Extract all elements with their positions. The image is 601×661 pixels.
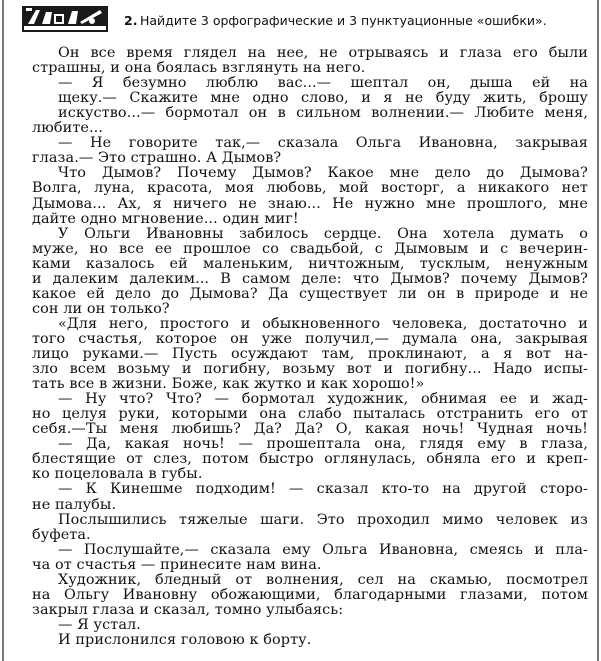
text-line: но целуя руки, которыми она слабо пыталась отстранить его от bbox=[32, 406, 588, 423]
text-line: — Я устал. bbox=[58, 616, 141, 633]
text-line: ками казалось ей маленьким, ничтожным, тусклым, ненужным bbox=[32, 255, 588, 272]
text-line: любите... bbox=[32, 120, 104, 137]
text-line: буфета. bbox=[32, 526, 91, 543]
text-line: себя.—Ты меня любишь? Да? Да? О, какая ночь! Чудная ночь! bbox=[32, 421, 588, 438]
text-line: — Ну что? Что? — бормотал художник, обнимая ее и жад- bbox=[58, 391, 588, 408]
page-right-border bbox=[597, 0, 599, 661]
books-pen-logo-icon bbox=[22, 6, 108, 32]
text-line: искуство...— бормотал он в сильном волнении.— Любите меня, bbox=[58, 105, 588, 122]
text-line: «Для него, простого и обыкновенного человека, достаточно и bbox=[58, 315, 588, 332]
text-line: и далеким далеким... В самом деле: что Дымов? почему Дымов? bbox=[32, 270, 588, 287]
text-line: — Не говорите так,— сказала Ольга Ивановна, закрывая bbox=[58, 135, 588, 152]
text-line: Дымова... Ах, я ничего не знаю... Не нужно мне прошлого, мне bbox=[32, 195, 588, 212]
text-line: сон ли он только? bbox=[32, 300, 170, 317]
text-line: У Ольги Ивановны забилось сердце. Она хотела думать о bbox=[58, 225, 588, 242]
text-line: И прислонился головою к борту. bbox=[58, 631, 312, 648]
text-line: тать все в жизни. Боже, как жутко и как хорошо!» bbox=[32, 376, 425, 393]
text-line: щеку.— Скажите мне одно слово, и я не буду жить, брошу bbox=[58, 90, 588, 107]
text-line: того счастья, которое он уже получил,— думала она, закрывая bbox=[32, 330, 588, 347]
text-line: — Я безумно люблю вас...— шептал он, дыша ей на bbox=[58, 75, 588, 92]
text-line: Послышились тяжелые шаги. Это проходил мимо человек из bbox=[58, 511, 588, 528]
text-line: на Ольгу Ивановну обожающими, благодарными глазами, потом bbox=[32, 586, 588, 603]
text-line: — Да, какая ночь! — прошептала она, глядя ему в глаза, bbox=[58, 436, 588, 453]
text-line: блестящие от слез, потом быстро оглянулась, обняла его и креп- bbox=[32, 451, 588, 468]
page-left-border bbox=[2, 0, 4, 661]
text-line: Художник, бледный от волнения, сел на скамью, посмотрел bbox=[58, 571, 588, 588]
text-line: зло всем возьму и погибну, возьму вот и погибну... Надо испы- bbox=[32, 361, 588, 378]
text-line: — К Кинешме подходим! — сказал кто-то на другой сторо- bbox=[58, 481, 588, 498]
task-instruction: Найдите 3 орфографические и 3 пунктуационные «ошибки». bbox=[140, 13, 547, 28]
text-line: ча от счастья — принесите нам вина. bbox=[32, 556, 322, 573]
task-header bbox=[10, 4, 590, 32]
text-line: — Послушайте,— сказала ему Ольга Ивановна, смеясь и пла- bbox=[58, 541, 588, 558]
text-line: лицо руками.— Пусть осуждают там, проклинают, а я вот на- bbox=[32, 346, 588, 362]
text-line: муже, но все ее прошлое со свадьбой, с Дымовым и с вечерин- bbox=[32, 240, 588, 257]
text-line: дайте одно мгновение... один миг! bbox=[32, 210, 299, 227]
text-line: закрыл глаза и сказал, томно улыбаясь: bbox=[32, 601, 344, 618]
text-line: Что Дымов? Почему Дымов? Какое мне дело до Дымова? bbox=[58, 165, 588, 182]
text-line: Он все время глядел на нее, не отрываясь и глаза его были bbox=[58, 45, 588, 61]
text-line: Волга, луна, красота, моя любовь, мой восторг, а никакого нет bbox=[32, 180, 588, 197]
text-line: какое ей дело до Дымова? Да существует ли он в природе и не bbox=[32, 285, 588, 302]
text-line: страшны, и она боялась взглянуть на него. bbox=[32, 60, 366, 77]
task-number: 2. bbox=[124, 13, 138, 28]
text-line: ко поцеловала в губы. bbox=[32, 466, 203, 483]
text-line: не палубы. bbox=[32, 496, 117, 513]
text-line: глаза.— Это страшно. А Дымов? bbox=[32, 150, 282, 167]
